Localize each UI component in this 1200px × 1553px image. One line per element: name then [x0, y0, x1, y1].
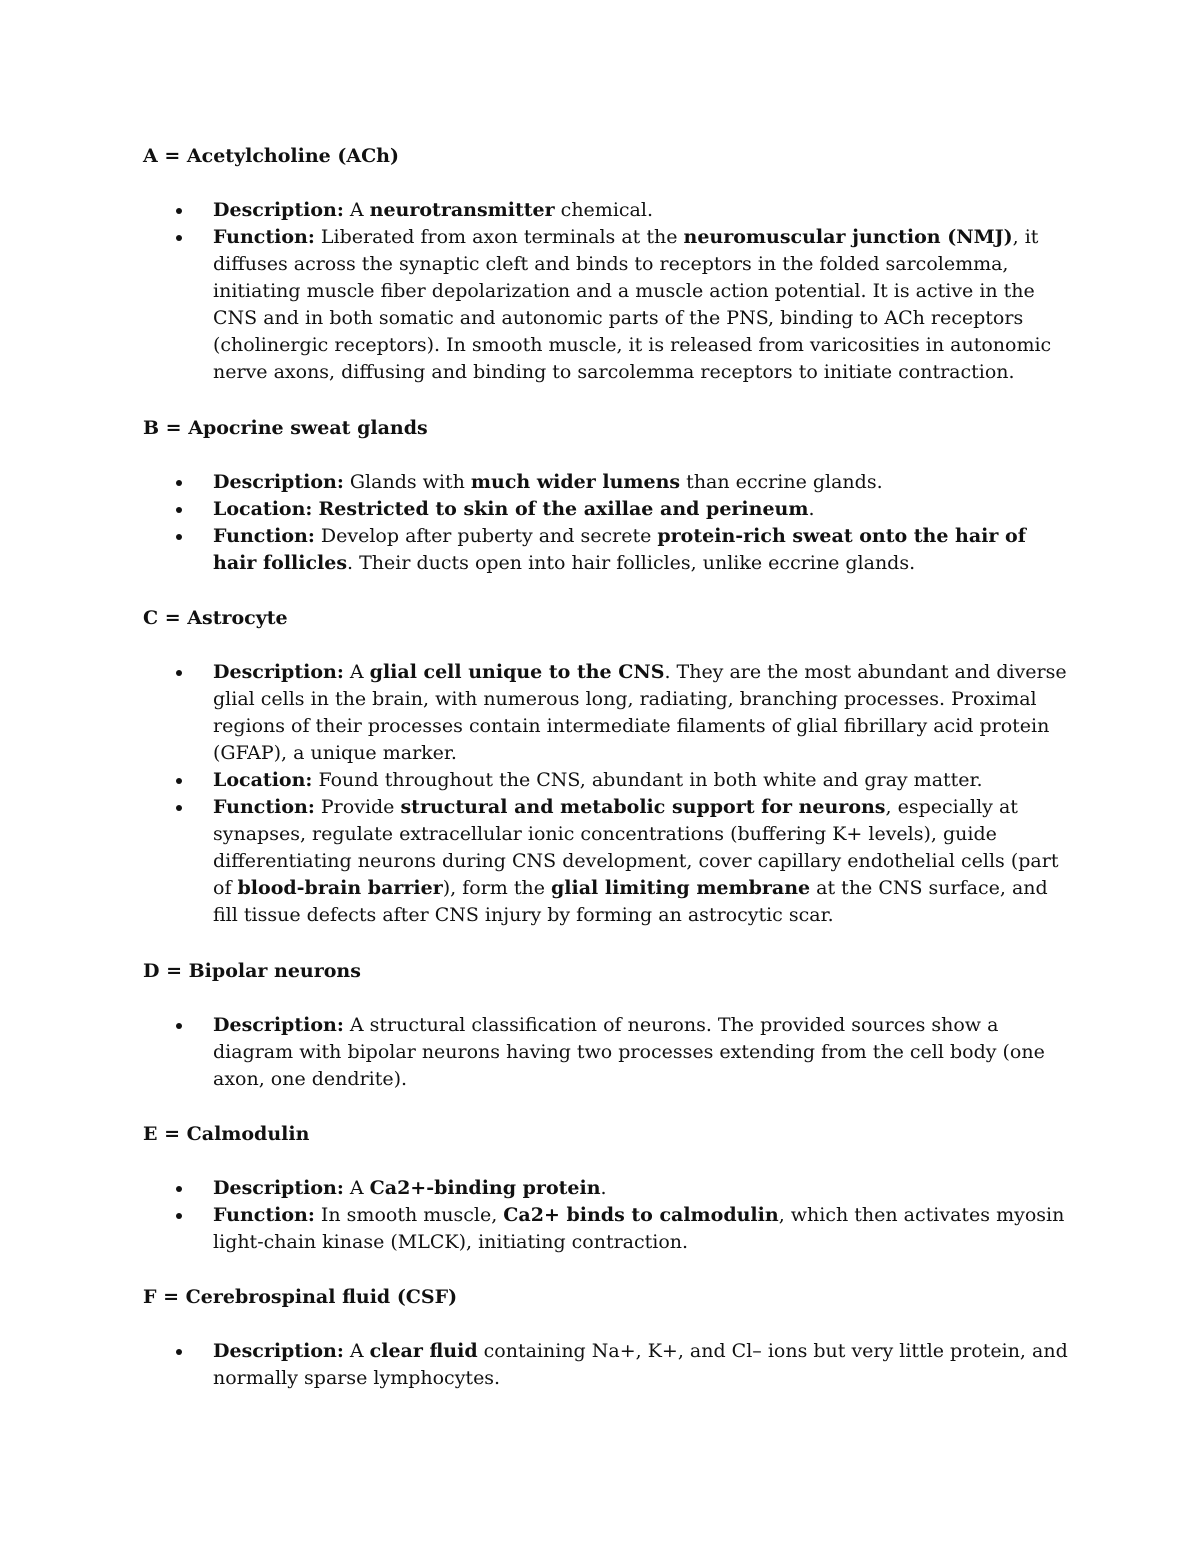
- section-heading: E = Calmodulin: [143, 1123, 310, 1145]
- item-label: Description:: [213, 1177, 344, 1199]
- list-item: [143, 1202, 1073, 1256]
- list-item: [143, 496, 1073, 523]
- item-text: A: [343, 661, 370, 683]
- item-emphasis: Ca2+-binding protein: [369, 1177, 601, 1199]
- section-cerebrospinal-fluid: [143, 1284, 1073, 1392]
- item-emphasis: glial cell unique to the CNS: [369, 661, 665, 683]
- list-item: [143, 469, 1073, 496]
- item-text: , especially at synapses, regulate extracellular ionic concentrations (buffering K+ levels), guide differentiating neurons during CNS development, cover capillary endothelial cells (part of: [213, 796, 1059, 899]
- bullet-list: [143, 659, 1073, 929]
- list-item: [143, 197, 1073, 224]
- item-label: Function:: [213, 1204, 315, 1226]
- item-emphasis: Restricted to skin of the axillae and perineum: [318, 498, 809, 520]
- item-label: Function:: [213, 796, 315, 818]
- bullet-list: [143, 1012, 1073, 1093]
- item-label: Description:: [213, 1340, 344, 1362]
- list-item: [143, 659, 1073, 767]
- item-text: Liberated from axon terminals at the: [314, 226, 684, 248]
- item-text: .: [600, 1177, 607, 1199]
- item-text: A structural classification of neurons. The provided sources show a diagram with bipolar neurons having two processes extending from the cell body (one axon, one dendrite).: [213, 1014, 1045, 1090]
- item-emphasis: glial limiting membrane: [551, 877, 811, 899]
- list-item: [143, 224, 1073, 386]
- item-emphasis: neuromuscular junction (NMJ): [683, 226, 1013, 248]
- item-emphasis: Ca2+ binds to calmodulin: [503, 1204, 779, 1226]
- section-heading: F = Cerebrospinal fluid (CSF): [143, 1286, 458, 1308]
- list-item: [143, 1175, 1073, 1202]
- item-label: Location:: [213, 498, 313, 520]
- item-label: Description:: [213, 199, 344, 221]
- item-text: ), form the: [442, 877, 551, 899]
- item-text: Provide: [314, 796, 401, 818]
- item-label: Description:: [213, 661, 344, 683]
- bullet-list: [143, 1175, 1073, 1256]
- item-text: than eccrine glands.: [680, 471, 883, 493]
- bullet-list: [143, 469, 1073, 577]
- section-heading: C = Astrocyte: [143, 607, 288, 629]
- item-label: Description:: [213, 471, 344, 493]
- item-text: Glands with: [343, 471, 471, 493]
- item-text: .: [808, 498, 815, 520]
- item-label: Description:: [213, 1014, 344, 1036]
- section-calmodulin: [143, 1121, 1073, 1256]
- item-emphasis: protein-rich sweat onto the hair of hair follicles: [213, 525, 1026, 574]
- item-text: chemical.: [554, 199, 653, 221]
- item-emphasis: much wider lumens: [470, 471, 681, 493]
- item-text: Found throughout the CNS, abundant in both white and gray matter.: [312, 769, 983, 791]
- list-item: [143, 523, 1073, 577]
- item-emphasis: blood-brain barrier: [237, 877, 443, 899]
- item-text: A: [343, 1340, 370, 1362]
- item-text: at the CNS surface, and fill tissue defects after CNS injury by forming an astrocytic scar.: [213, 877, 1048, 926]
- list-item: [143, 1012, 1073, 1093]
- section-heading: A = Acetylcholine (ACh): [143, 145, 399, 167]
- item-text: Develop after puberty and secrete: [314, 525, 658, 547]
- item-emphasis: structural and metabolic support for neurons: [400, 796, 886, 818]
- section-astrocyte: [143, 605, 1073, 929]
- item-label: Location:: [213, 769, 313, 791]
- section-apocrine-sweat-glands: [143, 415, 1073, 577]
- item-text: . Their ducts open into hair follicles, unlike eccrine glands.: [347, 552, 916, 574]
- list-item: [143, 1338, 1073, 1392]
- bullet-list: [143, 197, 1073, 386]
- section-bipolar-neurons: [143, 958, 1073, 1093]
- item-emphasis: clear fluid: [369, 1340, 478, 1362]
- item-text: , it diffuses across the synaptic cleft and binds to receptors in the folded sarcolemma, initiating muscle fiber depolarization and a muscle action potential. It is active in the CNS and in both somatic and autonomic parts of the PNS, binding to ACh receptors (cholinergic receptors). In smooth muscle, it is released from varicosities in autonomic nerve axons, diffusing and binding to sarcolemma receptors to initiate contraction.: [213, 226, 1052, 383]
- section-heading: B = Apocrine sweat glands: [143, 417, 428, 439]
- list-item: [143, 794, 1073, 929]
- section-heading: D = Bipolar neurons: [143, 960, 361, 982]
- item-text: A: [343, 1177, 370, 1199]
- item-text: , which then activates myosin light-chain kinase (MLCK), initiating contraction.: [213, 1204, 1065, 1253]
- item-text: A: [343, 199, 370, 221]
- bullet-list: [143, 1338, 1073, 1392]
- item-label: Function:: [213, 226, 315, 248]
- item-label: Function:: [213, 525, 315, 547]
- item-emphasis: neurotransmitter: [369, 199, 555, 221]
- section-acetylcholine: [143, 143, 1073, 386]
- list-item: [143, 767, 1073, 794]
- item-text: containing Na+, K+, and Cl– ions but very little protein, and normally sparse lymphocytes.: [213, 1340, 1068, 1389]
- item-text: . They are the most abundant and diverse glial cells in the brain, with numerous long, radiating, branching processes. Proximal regions of their processes contain intermediate filaments of glial fibrillary acid protein (GFAP), a unique marker.: [213, 661, 1067, 764]
- item-text: In smooth muscle,: [314, 1204, 504, 1226]
